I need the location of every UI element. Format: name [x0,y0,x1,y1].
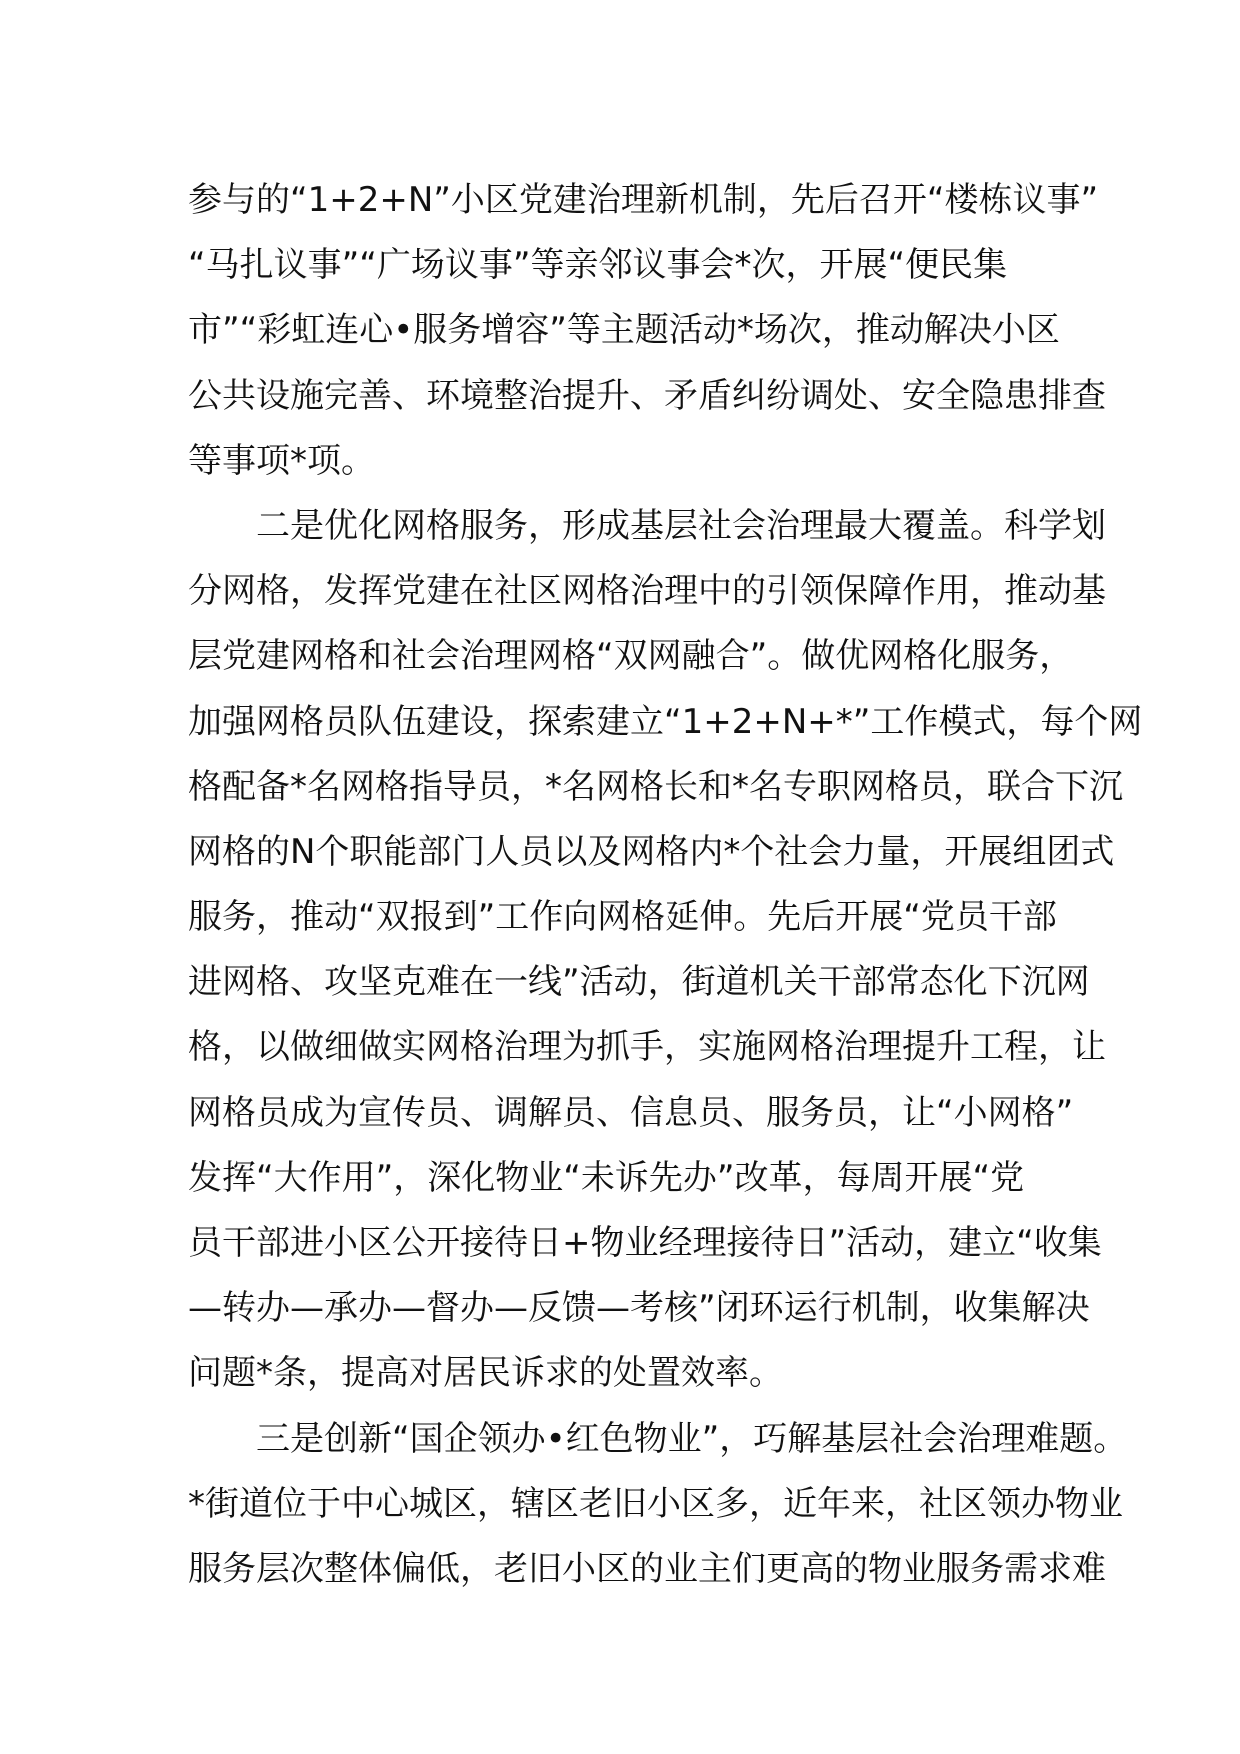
text-line: —转办—承办—督办—反馈—考核”闭环运行机制，收集解决 [188,1288,1090,1329]
body-text [188,168,1143,1602]
text-line: 等事项*项。 [188,440,375,481]
paragraph-start-line: 三是创新“国企领办•红色物业”，巧解基层社会治理难题。 [256,1418,1128,1459]
text-line: 层党建网格和社会治理网格“双网融合”。做优网格化服务， [188,636,1074,677]
text-line: 加强网格员队伍建设，探索建立“1+2+N+*”工作模式，每个网 [188,701,1143,742]
text-line: 服务，推动“双报到”工作向网格延伸。先后开展“党员干部 [188,897,1057,938]
text-line: 格配备*名网格指导员，*名网格长和*名专职网格员，联合下沉 [188,766,1123,807]
text-line: “马扎议事”“广场议事”等亲邻议事会*次，开展“便民集 [188,245,1008,286]
text-line: 问题*条，提高对居民诉求的处置效率。 [188,1353,783,1394]
text-line: 市”“彩虹连心•服务增容”等主题活动*场次，推动解决小区 [188,310,1060,351]
text-line: 网格的N个职能部门人员以及网格内*个社会力量，开展组团式 [188,831,1115,872]
text-line: 网格员成为宣传员、调解员、信息员、服务员，让“小网格” [188,1092,1074,1133]
text-line: *街道位于中心城区，辖区老旧小区多，近年来，社区领办物业 [188,1483,1123,1524]
text-line: 分网格，发挥党建在社区网格治理中的引领保障作用，推动基 [188,571,1106,612]
paragraph-start-line: 二是优化网格服务，形成基层社会治理最大覆盖。科学划 [256,505,1106,546]
text-line: 格，以做细做实网格治理为抓手，实施网格治理提升工程，让 [188,1027,1106,1068]
text-line: 参与的“1+2+N”小区党建治理新机制，先后召开“楼栋议事” [188,180,1099,220]
text-line: 服务层次整体偏低，老旧小区的业主们更高的物业服务需求难 [188,1548,1106,1589]
text-line: 进网格、攻坚克难在一线”活动，街道机关干部常态化下沉网 [188,962,1090,1003]
text-line: 员干部进小区公开接待日+物业经理接待日”活动，建立“收集 [188,1223,1102,1263]
text-line: 发挥“大作用”，深化物业“未诉先办”改革，每周开展“党 [188,1157,1025,1198]
text-line: 公共设施完善、环境整治提升、矛盾纠纷调处、安全隐患排查 [188,375,1106,416]
